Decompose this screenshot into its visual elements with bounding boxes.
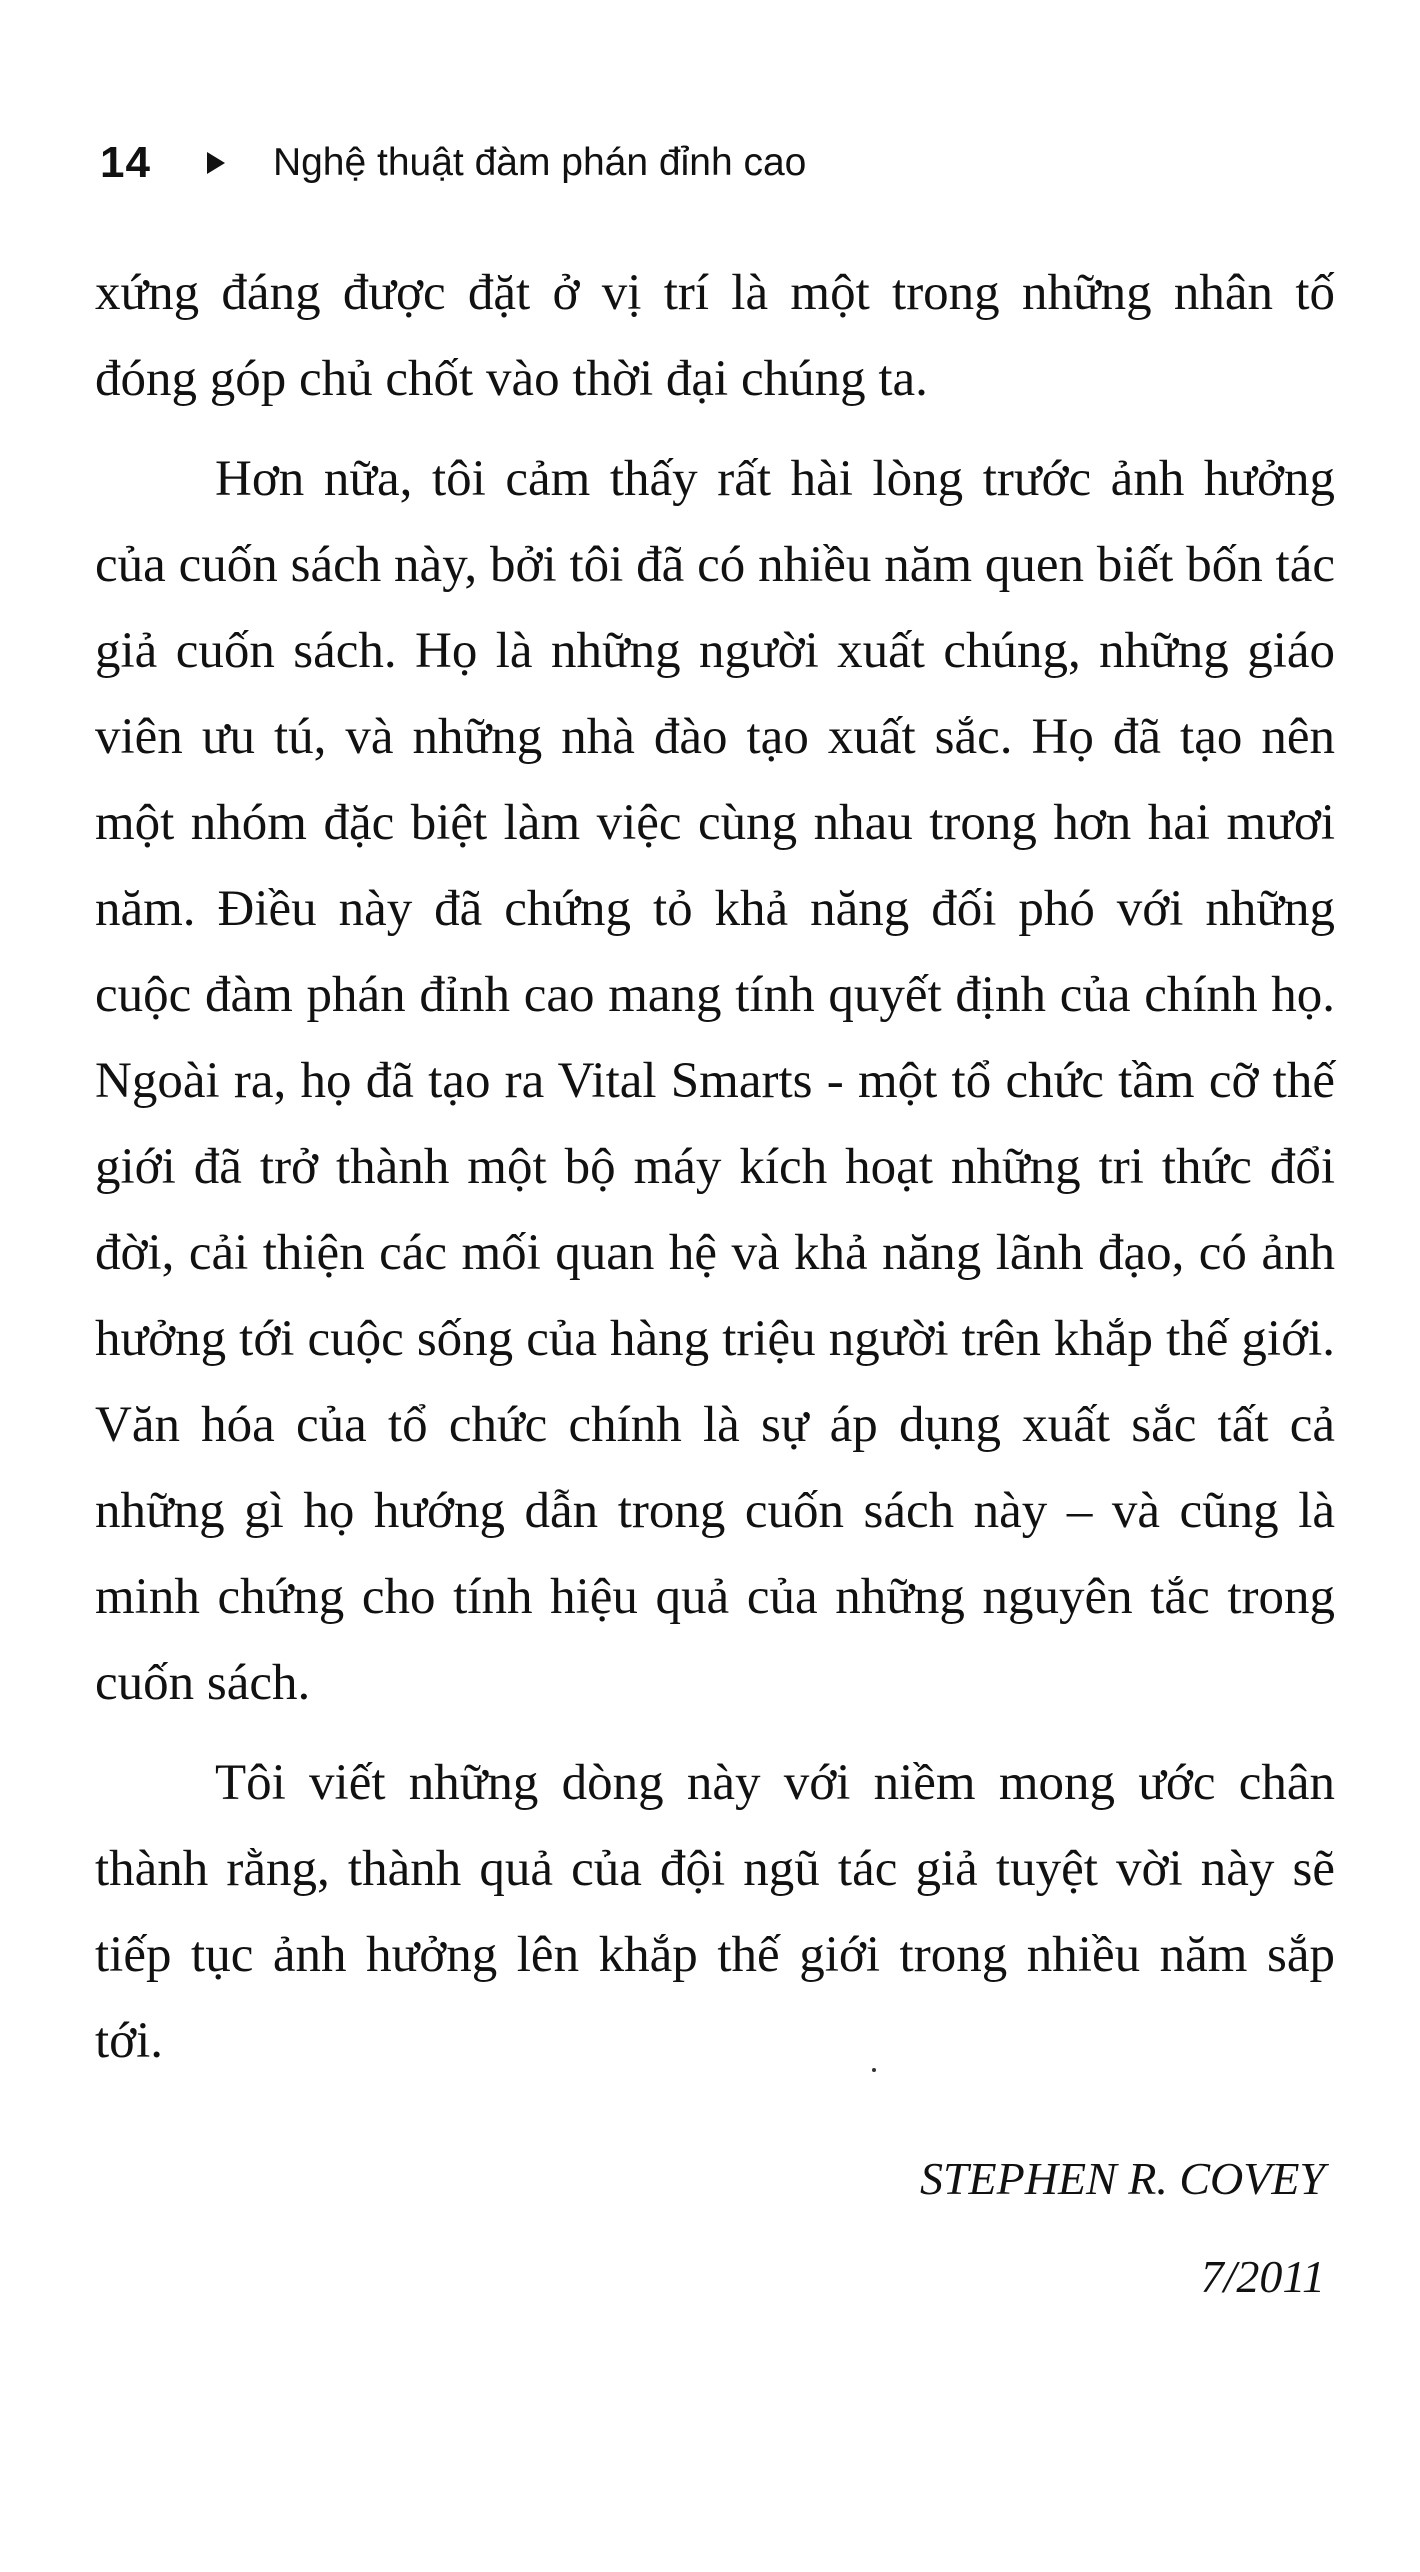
running-title: Nghệ thuật đàm phán đỉnh cao [272,141,807,184]
body-text [95,250,1335,2084]
paragraph-closing: Tôi viết những dòng này với niềm mong ước chân thành rằng, thành quả của đội ngũ tác giả tuyệt vời này sẽ tiếp tục ảnh hưởng lên khắp thế giới trong nhiều năm sắp tới. [95,1755,1335,2069]
signature-author: STEPHEN R. COVEY [919,2153,1325,2204]
print-speck [872,2068,876,2072]
signature-date: 7/2011 [1200,2251,1325,2302]
signature-block [920,2130,1325,2326]
page-header [100,128,806,198]
paragraph-continuation: xứng đáng được đặt ở vị trí là một trong những nhân tố đóng góp chủ chốt vào thời đại chúng ta. [95,265,1335,407]
page-number: 14 [100,138,151,187]
triangle-right-icon [207,152,225,174]
paragraph-authors: Hơn nữa, tôi cảm thấy rất hài lòng trước ảnh hưởng của cuốn sách này, bởi tôi đã có nhiều năm quen biết bốn tác giả cuốn sách. Họ là những người xuất chúng, những giáo viên ưu tú, và những nhà đào tạo xuất sắc. Họ đã tạo nên một nhóm đặc biệt làm việc cùng nhau trong hơn hai mươi năm. Điều này đã chứng tỏ khả năng đối phó với những cuộc đàm phán đỉnh cao mang tính quyết định của chính họ. Ngoài ra, họ đã tạo ra Vital Smarts - một tổ chức tầm cỡ thế giới đã trở thành một bộ máy kích hoạt những tri thức đổi đời, cải thiện các mối quan hệ và khả năng lãnh đạo, có ảnh hưởng tới cuộc sống của hàng triệu người trên khắp thế giới. Văn hóa của tổ chức chính là sự áp dụng xuất sắc tất cả những gì họ hướng dẫn trong cuốn sách này – và cũng là minh chứng cho tính hiệu quả của những nguyên tắc trong cuốn sách. [95,451,1335,1711]
